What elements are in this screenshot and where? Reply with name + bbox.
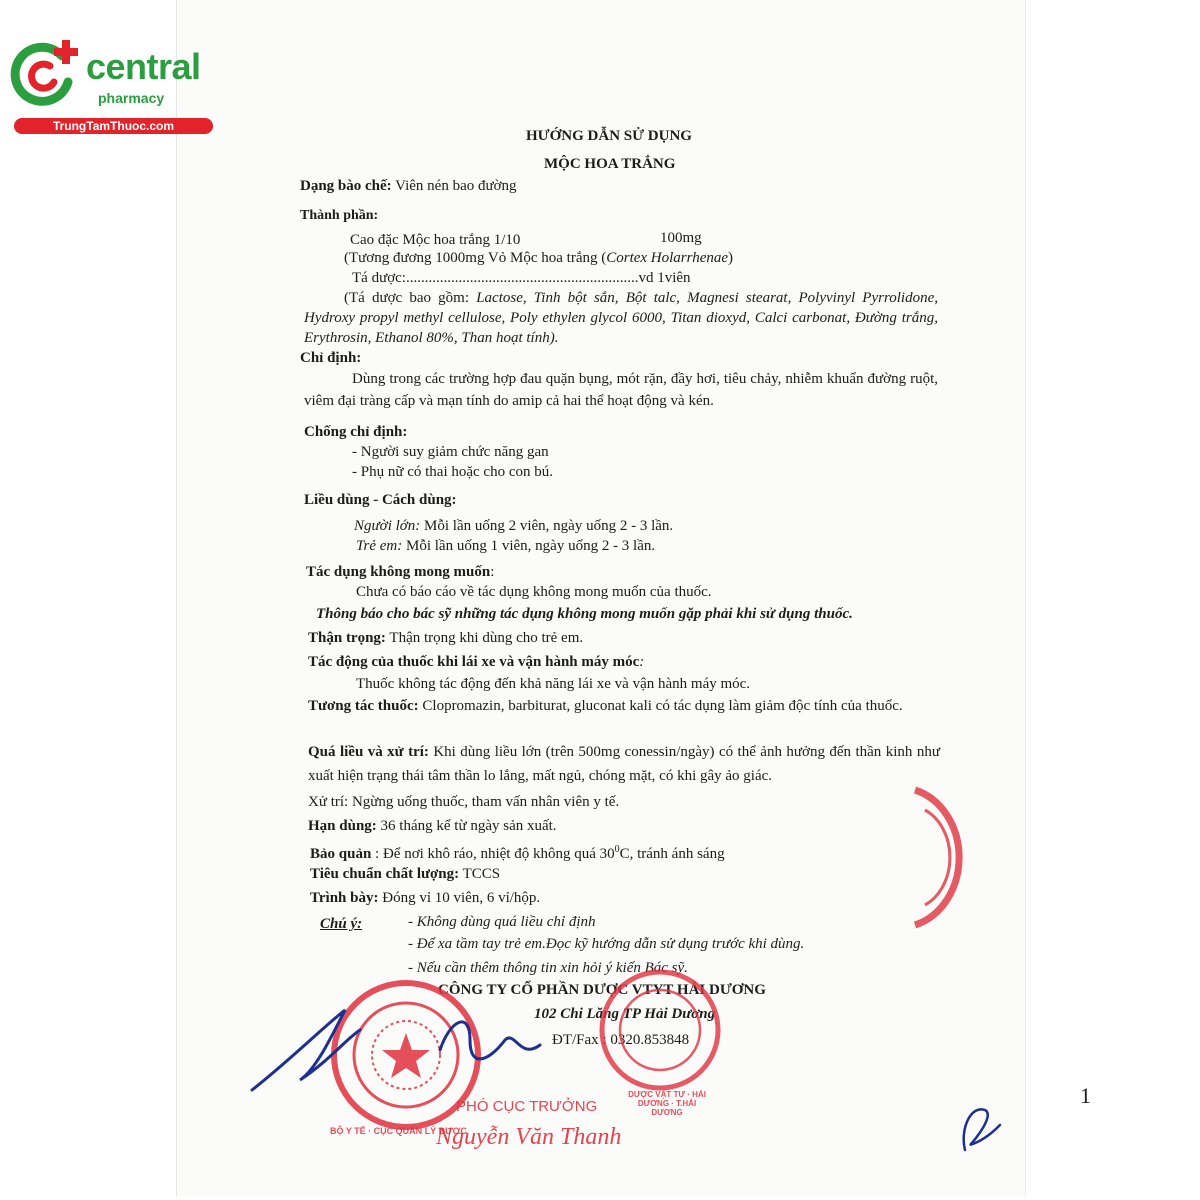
note-label: Chú ý:: [320, 916, 363, 932]
driving-heading: [308, 652, 644, 672]
side-effects-label: Tác dụng không mong muốn: [306, 564, 491, 580]
note-item-2: - Để xa tầm tay trẻ em.Đọc kỹ hướng dẫn sử dụng trước khi dùng.: [408, 936, 805, 952]
interactions-label: Tương tác thuốc:: [308, 698, 419, 714]
storage-text-end: C, tránh ánh sáng: [619, 846, 725, 862]
pharmacy-cross-icon: [10, 38, 88, 108]
storage-text: : Để nơi khô ráo, nhiệt độ không quá 30: [371, 846, 615, 862]
overdose: [308, 740, 940, 788]
composition-heading: Thành phần:: [300, 208, 379, 223]
logo-website[interactable]: TrungTamThuoc.com: [14, 118, 213, 134]
company-phone: ĐT/Fax : 0320.853848: [552, 1032, 690, 1048]
precautions-label: Thận trọng:: [308, 630, 386, 646]
note-item-3: - Nếu cần thêm thông tin xin hỏi ý kiến Bác sỹ.: [408, 960, 688, 976]
dosage-form-value: Viên nén bao đường: [391, 178, 517, 194]
dosage-form: [300, 176, 517, 196]
excipients-intro: (Tá dược bao gồm:: [344, 290, 477, 306]
quality-standard: [310, 864, 500, 884]
logo-name: central: [86, 46, 201, 87]
excipients-line: Tá dược:..............................................................vd 1viên: [352, 270, 691, 286]
dosage-adult: [354, 516, 673, 536]
company-address: 102 Chi Lăng TP Hải Dương: [534, 1006, 716, 1022]
precautions-text: Thận trọng khi dùng cho trẻ em.: [385, 630, 584, 646]
quality-standard-label: Tiêu chuẩn chất lượng:: [310, 866, 460, 882]
overdose-text: Khi dùng liều lớn (trên 500mg conessin/ngày) có thể ảnh hưởng đến thần kinh như xuất hiện trạng thái tâm thần lo lắng, mất ngủ, chóng mặt, có khi gây ảo giác.: [308, 744, 940, 784]
storage-degree: 0: [614, 844, 620, 855]
excipients-list: [304, 288, 938, 348]
packaging: [310, 888, 540, 908]
side-effects-colon: :: [490, 564, 495, 580]
ministry-stamp-text: BỘ Y TẾ · CỤC QUẢN LÝ DƯỢC: [330, 1126, 467, 1136]
side-effects-heading: [306, 562, 494, 582]
stamp-title: PHÓ CỤC TRƯỞNG: [456, 1098, 598, 1115]
driving-text: Thuốc không tác động đến khả năng lái xe và vận hành máy móc.: [356, 676, 751, 692]
contraindication-item-2: - Phụ nữ có thai hoặc cho con bú.: [352, 464, 553, 480]
dosage-heading: Liều dùng - Cách dùng:: [304, 492, 457, 508]
dosage-child: [356, 536, 655, 556]
packaging-label: Trình bày:: [310, 890, 379, 906]
storage-label: Bảo quản: [310, 846, 372, 862]
dosage-adult-label: Người lớn:: [354, 518, 421, 534]
company-name: CÔNG TY CỔ PHẦN DƯỢC VTYT HẢI DƯƠNG: [438, 982, 766, 998]
composition-item: Cao đặc Mộc hoa trắng 1/10: [350, 232, 521, 248]
document-title-2: MỘC HOA TRẮNG: [544, 156, 676, 172]
shelf-life-text: 36 tháng kể từ ngày sản xuất.: [376, 818, 557, 834]
overdose-treatment: Xử trí: Ngừng uống thuốc, tham vấn nhân viên y tế.: [308, 794, 620, 810]
composition-amount: 100mg: [660, 230, 702, 246]
indication-heading: Chỉ định:: [300, 350, 362, 366]
excipients-items: Lactose, Tinh bột sắn, Bột talc, Magnesi stearat, Polyvinyl Pyrrolidone, Hydroxy propyl methyl cellulose, Poly ethylen glycol 6000, Titan dioxyd, Calci carbonat, Đường trắng, Erythrosin, Ethanol 80%, Than hoạt tính).: [304, 290, 938, 346]
company-stamp-text: DƯỢC VẬT TƯ · HẢI DƯƠNG · T.HẢI DƯƠNG: [628, 1090, 706, 1117]
latin-name: Cortex Holarrhenae: [606, 250, 729, 266]
page-number: 1: [1080, 1083, 1091, 1108]
driving-colon: :: [639, 654, 645, 670]
interactions: [308, 694, 940, 718]
composition-equivalent: [344, 248, 733, 268]
indication-text: Dùng trong các trường hợp đau quặn bụng, mót rặn, đầy hơi, tiêu chảy, nhiễm khuẩn đường ruột, viêm đại tràng cấp và mạn tính do amip cả hai thể hoạt động và kén.: [304, 371, 938, 409]
driving-label: Tác động của thuốc khi lái xe và vận hành máy móc: [308, 654, 640, 670]
dosage-child-text: Mỗi lần uống 1 viên, ngày uống 2 - 3 lần.: [402, 538, 656, 554]
storage: [310, 840, 725, 864]
contraindication-item-1: - Người suy giảm chức năng gan: [352, 444, 549, 460]
dosage-form-label: Dạng bào chế:: [300, 178, 392, 194]
dosage-child-label: Trẻ em:: [356, 538, 403, 554]
stamp-name: Nguyễn Văn Thanh: [436, 1124, 622, 1150]
dosage-adult-text: Mỗi lần uống 2 viên, ngày uống 2 - 3 lần.: [420, 518, 674, 534]
overdose-label: Quá liều và xử trí:: [308, 744, 429, 760]
document-title-1: HƯỚNG DẪN SỬ DỤNG: [526, 128, 692, 144]
side-effects-notice: Thông báo cho bác sỹ những tác dụng không mong muốn gặp phải khi sử dụng thuốc.: [316, 606, 853, 622]
quality-standard-text: TCCS: [459, 866, 501, 882]
side-effects-text: Chưa có báo cáo về tác dụng không mong muốn của thuốc.: [356, 584, 712, 600]
precautions: [308, 628, 583, 648]
equivalent-close: ): [728, 250, 734, 266]
interactions-text: Clopromazin, barbiturat, gluconat kali có tác dụng làm giảm độc tính của thuốc.: [418, 698, 903, 714]
packaging-text: Đóng vỉ 10 viên, 6 vỉ/hộp.: [378, 890, 541, 906]
shelf-life-label: Hạn dùng:: [308, 818, 377, 834]
shelf-life: [308, 816, 557, 836]
equivalent-text: (Tương đương 1000mg Vỏ Mộc hoa trắng (: [344, 250, 607, 266]
note-item-1: - Không dùng quá liều chỉ định: [408, 914, 596, 930]
logo-subtitle: pharmacy: [98, 90, 165, 106]
central-pharmacy-logo[interactable]: [10, 38, 215, 138]
contraindication-heading: Chống chỉ định:: [304, 424, 408, 440]
